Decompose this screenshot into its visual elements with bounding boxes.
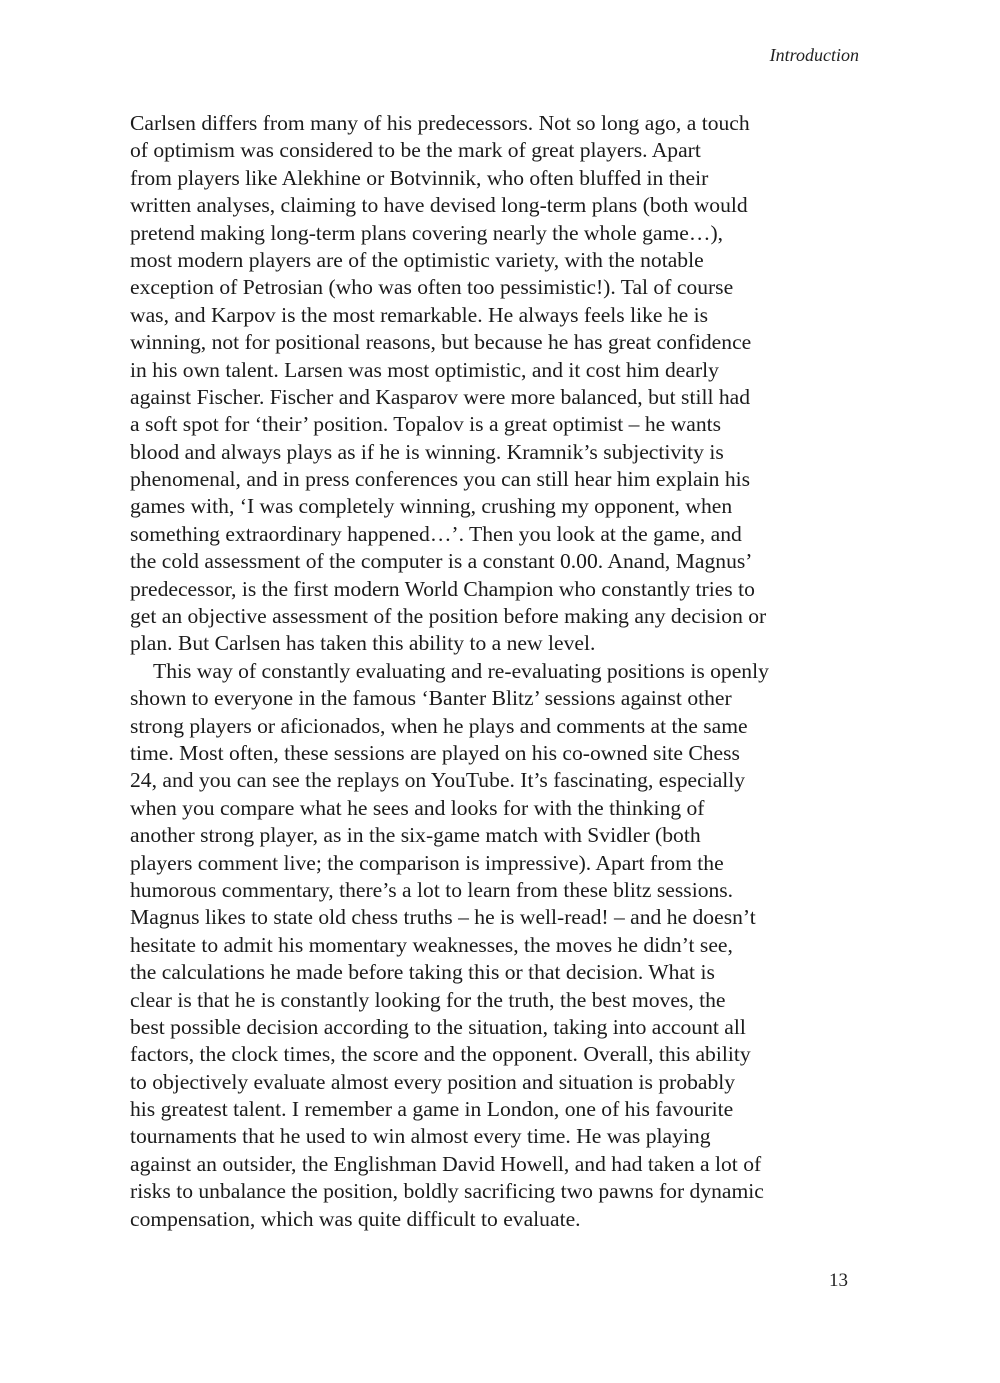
text-line: from players like Alekhine or Botvinnik, who often bluffed in their <box>130 165 709 190</box>
text-line: get an objective assessment of the position before making any decision or <box>130 604 767 629</box>
text-line: Carlsen differs from many of his predecessors. Not so long ago, a touch <box>130 111 750 135</box>
text-line: time. Most often, these sessions are played on his co-owned site Chess <box>130 740 740 765</box>
text-line: strong players or aficionados, when he plays and comments at the same <box>130 713 748 738</box>
text-line: games with, ‘I was completely winning, crushing my opponent, when <box>130 494 733 519</box>
text-line: tournaments that he used to win almost every time. He was playing <box>130 1124 711 1149</box>
text-line: another strong player, as in the six-game match with Svidler (both <box>130 823 701 848</box>
text-line: players comment live; the comparison is impressive). Apart from the <box>130 850 724 875</box>
paragraph <box>130 110 851 658</box>
text-line: shown to everyone in the famous ‘Banter Blitz’ sessions against other <box>130 686 732 711</box>
paragraph <box>130 658 851 1233</box>
text-line: against Fischer. Fischer and Kasparov were more balanced, but still had <box>130 384 751 409</box>
text-line: exception of Petrosian (who was often too pessimistic!). Tal of course <box>130 275 734 300</box>
text-line: of optimism was considered to be the mark of great players. Apart <box>130 138 701 163</box>
text-line: winning, not for positional reasons, but because he has great confidence <box>130 330 752 355</box>
text-line: pretend making long-term plans covering nearly the whole game…), <box>130 220 724 245</box>
text-line: predecessor, is the first modern World Champion who constantly tries to <box>130 576 755 601</box>
page-number: 13 <box>829 1270 848 1291</box>
text-line: factors, the clock times, the score and the opponent. Overall, this ability <box>130 1042 751 1067</box>
text-line: in his own talent. Larsen was most optimistic, and it cost him dearly <box>130 357 719 382</box>
text-line: his greatest talent. I remember a game in London, one of his favourite <box>130 1097 734 1122</box>
text-line: blood and always plays as if he is winning. Kramnik’s subjectivity is <box>130 439 724 464</box>
text-line: Magnus likes to state old chess truths – he is well-read! – and he doesn’t <box>130 905 756 930</box>
text-line: when you compare what he sees and looks for with the thinking of <box>130 795 705 820</box>
text-line: something extraordinary happened…’. Then you look at the game, and <box>130 521 742 546</box>
text-line: most modern players are of the optimistic variety, with the notable <box>130 247 704 272</box>
text-line: to objectively evaluate almost every position and situation is probably <box>130 1069 736 1094</box>
text-line: was, and Karpov is the most remarkable. He always feels like he is <box>130 302 709 327</box>
running-head: Introduction <box>769 45 859 65</box>
text-line: risks to unbalance the position, boldly sacrificing two pawns for dynamic <box>130 1179 764 1204</box>
text-line: humorous commentary, there’s a lot to learn from these blitz sessions. <box>130 877 734 902</box>
text-line: plan. But Carlsen has taken this ability to a new level. <box>130 631 596 656</box>
text-line: written analyses, claiming to have devised long-term plans (both would <box>130 193 748 218</box>
text-line: hesitate to admit his momentary weaknesses, the moves he didn’t see, <box>130 932 733 957</box>
text-line: compensation, which was quite difficult to evaluate. <box>130 1206 581 1231</box>
text-line: best possible decision according to the situation, taking into account all <box>130 1014 746 1039</box>
text-line: a soft spot for ‘their’ position. Topalov is a great optimist – he wants <box>130 412 722 437</box>
text-line: phenomenal, and in press conferences you can still hear him explain his <box>130 467 751 492</box>
text-line: clear is that he is constantly looking for the truth, the best moves, the <box>130 987 726 1012</box>
body-text <box>130 110 851 1233</box>
text-line: the cold assessment of the computer is a constant 0.00. Anand, Magnus’ <box>130 549 753 574</box>
text-line: This way of constantly evaluating and re-evaluating positions is openly <box>153 658 769 683</box>
text-line: 24, and you can see the replays on YouTube. It’s fascinating, especially <box>130 768 746 793</box>
text-line: against an outsider, the Englishman David Howell, and had taken a lot of <box>130 1151 762 1176</box>
text-line: the calculations he made before taking this or that decision. What is <box>130 960 715 985</box>
